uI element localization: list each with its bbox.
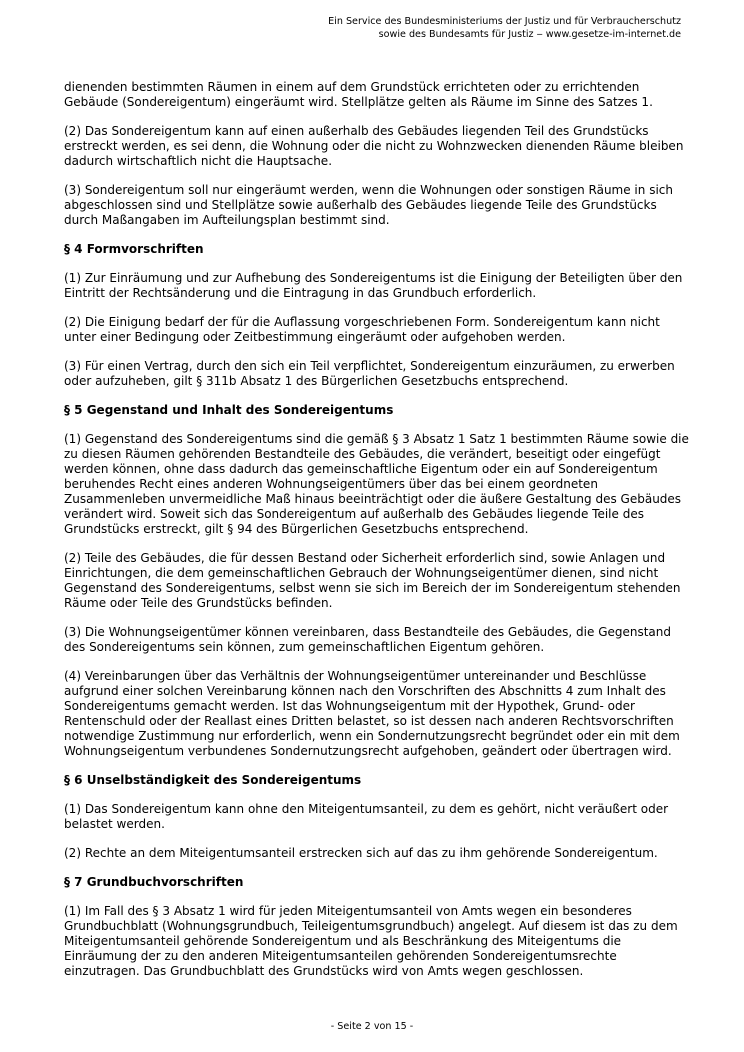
paragraph: (1) Zur Einräumung und zur Aufhebung des Sondereigentums ist die Einigung der Beteiligten über den Eintritt der Rechtsänderung und die Eintragung in das Grundbuch erforderlich. (64, 271, 683, 300)
section-heading: § 7 Grundbuchvorschriften (64, 875, 244, 889)
section-heading: § 6 Unselbständigkeit des Sondereigentums (64, 773, 362, 787)
paragraph: (2) Das Sondereigentum kann auf einen außerhalb des Gebäudes liegenden Teil des Grundstücks erstreckt werden, es sei denn, die Wohnung oder die nicht zu Wohnzwecken dienenden Räume bleiben dadurch wirtschaftlich nicht die Hauptsache. (64, 124, 684, 168)
paragraph: (3) Für einen Vertrag, durch den sich ein Teil verpflichtet, Sondereigentum einzuräumen, zu erwerben oder aufzuheben, gilt § 311b Absatz 1 des Bürgerlichen Gesetzbuchs entsprechend. (64, 359, 675, 388)
paragraph: (1) Gegenstand des Sondereigentums sind die gemäß § 3 Absatz 1 Satz 1 bestimmten Räume sowie die zu diesen Räumen gehörenden Bestandteile des Gebäudes, die verändert, beseitigt oder eingefügt werden können, ohne dass dadurch das gemeinschaftliche Eigentum oder ein auf Sondereigentum beruhendes Recht eines anderen Wohnungseigentümers über das bei einem geordneten Zusammenleben unvermeidliche Maß hinaus beeinträchtigt oder die äußere Gestaltung des Gebäudes verändert wird. Soweit sich das Sondereigentum auf außerhalb des Gebäudes liegende Teile des Grundstücks erstreckt, gilt § 94 des Bürgerlichen Gesetzbuchs entsprechend. (64, 432, 689, 536)
paragraph: (4) Vereinbarungen über das Verhältnis der Wohnungseigentümer untereinander und Beschlüsse aufgrund einer solchen Vereinbarung können nach den Vorschriften des Abschnitts 4 zum Inhalt des Sondereigentums gemacht werden. Ist das Wohnungseigentum mit der Hypothek, Grund- oder Rentenschuld oder der Reallast eines Dritten belastet, so ist dessen nach anderen Rechtsvorschriften notwendige Zustimmung nur erforderlich, wenn ein Sondernutzungsrecht begründet oder ein mit dem Wohnungseigentum verbundenes Sondernutzungsrecht aufgehoben, geändert oder übertragen wird. (64, 669, 680, 758)
header-line-2: sowie des Bundesamts für Justiz ‒ www.gesetze-im-internet.de (378, 29, 681, 40)
page-header (328, 15, 681, 41)
section-heading: § 4 Formvorschriften (64, 242, 204, 256)
paragraph: (2) Rechte an dem Miteigentumsanteil erstrecken sich auf das zu ihm gehörende Sondereigentum. (64, 846, 658, 860)
paragraph: (2) Teile des Gebäudes, die für dessen Bestand oder Sicherheit erforderlich sind, sowie Anlagen und Einrichtungen, die dem gemeinschaftlichen Gebrauch der Wohnungseigentümer dienen, sind nicht Gegenstand des Sondereigentums, selbst wenn sie sich im Bereich der im Sondereigentum stehenden Räume oder Teile des Grundstücks befinden. (64, 551, 681, 610)
paragraph: (3) Sondereigentum soll nur eingeräumt werden, wenn die Wohnungen oder sonstigen Räume in sich abgeschlossen sind und Stellplätze sowie außerhalb des Gebäudes liegende Teile des Grundstücks durch Maßangaben im Aufteilungsplan bestimmt sind. (64, 183, 673, 227)
paragraph: (1) Im Fall des § 3 Absatz 1 wird für jeden Miteigentumsanteil von Amts wegen ein besonderes Grundbuchblatt (Wohnungsgrundbuch, Teileigentumsgrundbuch) angelegt. Auf diesem ist das zu dem Miteigentumsanteil gehörende Sondereigentum und als Beschränkung des Miteigentums die Einräumung der zu den anderen Miteigentumsanteilen gehörenden Sondereigentumsrechte einzutragen. Das Grundbuchblatt des Grundstücks wird von Amts wegen geschlossen. (64, 904, 678, 978)
page-number: - Seite 2 von 15 - (330, 1021, 414, 1032)
header-line-1: Ein Service des Bundesministeriums der Justiz und für Verbraucherschutz (328, 16, 681, 27)
document-body (64, 80, 692, 993)
paragraph: (2) Die Einigung bedarf der für die Auflassung vorgeschriebenen Form. Sondereigentum kann nicht unter einer Bedingung oder Zeitbestimmung eingeräumt oder aufgehoben werden. (64, 315, 660, 344)
paragraph: (1) Das Sondereigentum kann ohne den Miteigentumsanteil, zu dem es gehört, nicht veräußert oder belastet werden. (64, 802, 669, 831)
paragraph: dienenden bestimmten Räumen in einem auf dem Grundstück errichteten oder zu errichtenden Gebäude (Sondereigentum) eingeräumt wird. Stellplätze gelten als Räume im Sinne des Satzes 1. (64, 80, 653, 109)
paragraph: (3) Die Wohnungseigentümer können vereinbaren, dass Bestandteile des Gebäudes, die Gegenstand des Sondereigentums sein können, zum gemeinschaftlichen Eigentum gehören. (64, 625, 672, 654)
section-heading: § 5 Gegenstand und Inhalt des Sondereigentums (64, 403, 394, 417)
